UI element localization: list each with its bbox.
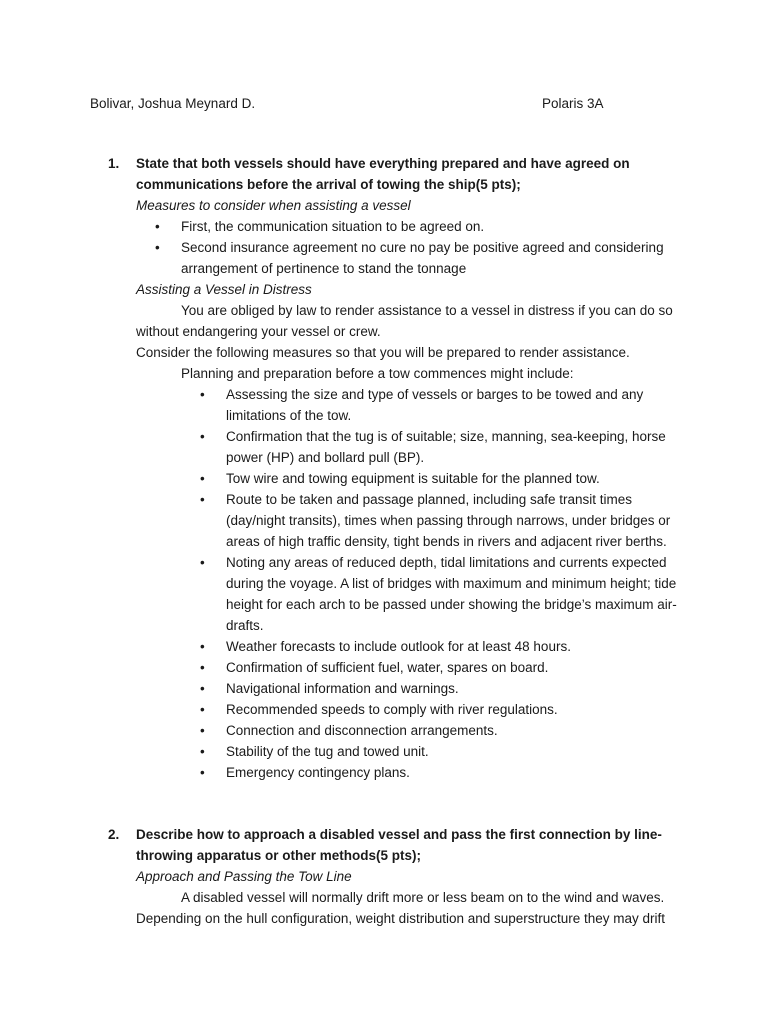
list-item: • Confirmation of sufficient fuel, water, spares on board. xyxy=(136,657,688,678)
bullet-list xyxy=(136,216,688,279)
question-2 xyxy=(108,824,688,929)
student-name: Bolivar, Joshua Meynard D. xyxy=(90,96,256,111)
list-item: • Navigational information and warnings. xyxy=(136,678,688,699)
subheading: Assisting a Vessel in Distress xyxy=(136,282,312,297)
list-item: • Weather forecasts to include outlook for at least 48 hours. xyxy=(136,636,688,657)
question-title: State that both vessels should have everything prepared and have agreed on communications before the arrival of towing the ship(5 pts); xyxy=(136,156,630,192)
list-item: • Emergency contingency plans. xyxy=(136,762,688,783)
paragraph: Planning and preparation before a tow commences might include: xyxy=(181,366,574,381)
list-item: • First, the communication situation to be agreed on. xyxy=(136,216,688,237)
list-item: • Confirmation that the tug is of suitable; size, manning, sea-keeping, horse power (HP) and bollard pull (BP). xyxy=(136,426,688,468)
list-item: • Assessing the size and type of vessels or barges to be towed and any limitations of the tow. xyxy=(136,384,688,426)
subheading: Measures to consider when assisting a vessel xyxy=(136,198,411,213)
list-item: • Connection and disconnection arrangements. xyxy=(136,720,688,741)
paragraph: Consider the following measures so that you will be prepared to render assistance. xyxy=(136,345,630,360)
list-item: • Tow wire and towing equipment is suitable for the planned tow. xyxy=(136,468,688,489)
question-number: 2. xyxy=(108,827,120,842)
paragraph: You are obliged by law to render assistance to a vessel in distress if you can do so without endangering your vessel or crew. xyxy=(136,303,673,339)
question-1 xyxy=(108,153,688,783)
list-item: • Route to be taken and passage planned, including safe transit times (day/night transits), times when passing through narrows, under bridges or areas of high traffic density, tight bends in rivers and adjacent river berths. xyxy=(136,489,688,552)
list-item: • Noting any areas of reduced depth, tidal limitations and currents expected during the voyage. A list of bridges with maximum and minimum height; tide height for each arch to be passed under showing the bridge’s maximum air-drafts. xyxy=(136,552,688,636)
list-item: • Second insurance agreement no cure no pay be positive agreed and considering arrangement of pertinence to stand the tonnage xyxy=(136,237,688,279)
section-name: Polaris 3A xyxy=(542,96,604,111)
paragraph: A disabled vessel will normally drift more or less beam on to the wind and waves. Depending on the hull configuration, weight distribution and superstructure they may drift xyxy=(136,890,666,926)
question-title: Describe how to approach a disabled vessel and pass the first connection by line-throwing apparatus or other methods(5 pts); xyxy=(136,827,662,863)
subheading: Approach and Passing the Tow Line xyxy=(136,869,352,884)
question-number: 1. xyxy=(108,156,120,171)
list-item: • Stability of the tug and towed unit. xyxy=(136,741,688,762)
bullet-list xyxy=(136,384,688,783)
list-item: • Recommended speeds to comply with river regulations. xyxy=(136,699,688,720)
document-header xyxy=(90,93,708,115)
